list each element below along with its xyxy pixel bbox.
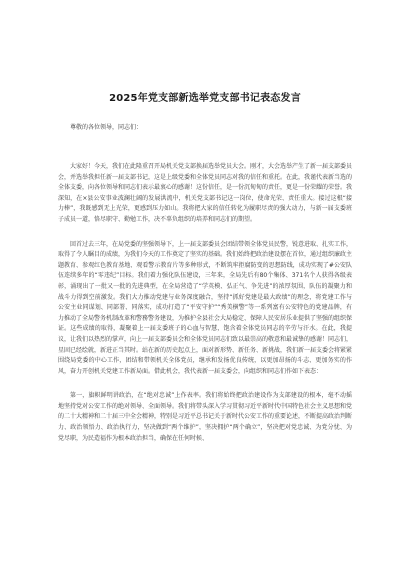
salutation: 尊敬的各位领导，同志们： [70, 124, 143, 131]
paragraph-pledge-one: 第一，旗帜鲜明讲政治，在“绝对忠诚”上作表率。我们将始终把政治建设作为支部建设的根本，毫不动摇地坚持党对公安工作的绝对领导、全面领导。我们将带头深入学习贯彻习近平新时代中国特色社会主义思想和党的二十大精神和二十届三中全会精神，特别是习近平总书记关于新时代公安工作的重要论述，不断提高政治判断力、政治领悟力、政治执行力，坚决做到“两个维护”，坚决拥护“两个确立”，坚决把对党忠诚、为党分忧、为党尽职，为民造福作为根本政治担当，确保在任何时候、 [58, 392, 353, 442]
paragraph-review: 回首过去三年，在局党委的坚强领导下，上一届支部委员会团结带领全体党员民警，锐意进取、扎实工作，取得了令人瞩目的成绩，为我们今天的工作奠定了坚实的基础。我们始终把政治建设摆在首位，通过组织廉政主题教育、参观红色教育基地、观看警示教育片等多种形式，不断筑牢拒腐防变的思想防线，成功实现了#公安队伍连续多年的“零违纪”目标。我们着力强化队伍建设，三年来，全局先后有80个集体、371名个人获得各级表彰，涌现出了一批又一批的先进典型，在全局营造了“学英模、弘正气、争先进”的浓厚氛围，队伍的凝聚力和战斗力得到空前激发。我们大力推动党建与业务深度融合，坚持“抓好党建是最大政绩”的理念，将党建工作与公安主业同谋划、同部署、同落实，成功打造了“平安守护”“秀美横警”等一系列富有公安特色的党建品牌，有力推动了全局警务机制改革和警務警务建设，为推护全县社会大局稳定、保障人民安居乐业提供了坚强的组织保证。这些成绩的取得，凝聚着上一届支委班子的心血与智慧，饱含着全体党员同志的辛劳与汗水。在此，我提议，让我们以热烈的掌声，向上一届支部委员会和全体党员同志们致以最崇高的敬意和最诚挚的感谢！同志们，星固已经绘就，新进正当其时。站在新的历史起点上，面对新形势、新任务、新挑战，我们新一届支委会将紧紧围绕局党委的中心工作，团结和带领机关全体党员，继承和发扬优良传统，以更加昂扬的斗志、更加务实的作风，奋力开创机关党建工作新局面。借此机会，我代表新一届支委会，向组织和同志们作如下表态： [58, 240, 353, 375]
document-title: 2025年党支部新选举党支部书记表态发言 [109, 93, 301, 104]
paragraph-opening: 大家好！今天，我们在此隆重召开局机关党支部换届选举党员大会。刚才，大会选举产生了新一届支部委员会，并选举我担任新一届支部书记，这是上级党委和全体党员同志对我的信任和重托。在此，我谨代表新当选的全体支委，向各位领导和同志们表示最衷心的感谢！这份信任，是一份沉甸甸的责任，更是一份荣耀的荣誉。我深知，在×县公安事业波澜壮阔的发展洪流中，机关党支部书记这一岗位，使命光荣、责任重大。接过这根“接力棒”，我既感到无上光荣，更感到压力如山。我将把大家的信任转化为履职尽责的强大动力，与新一届支委班子成员一道，恪尽职守、勤勉工作，决不辜负组织的培养和同志们的期望。 [58, 163, 353, 223]
